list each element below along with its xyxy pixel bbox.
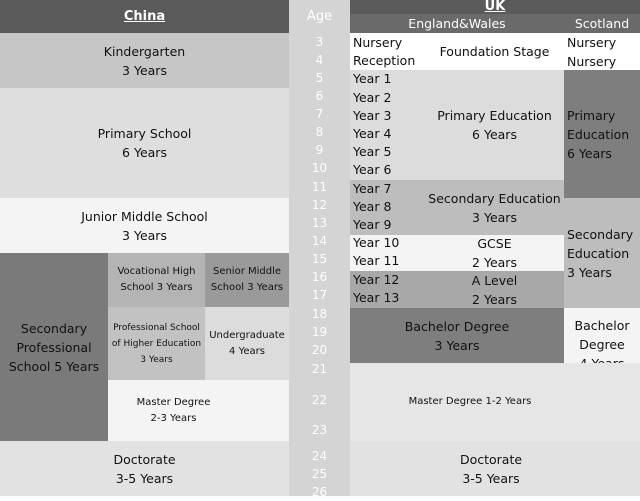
scotland-primary-education — [564, 70, 640, 198]
kindergarten-years: 3 Years — [122, 62, 167, 78]
vocational-high-line2: School 3 Years — [120, 282, 193, 293]
ew-primary-years: 6 Years — [472, 127, 517, 142]
scotland-secondary-line3: 3 Years — [567, 264, 612, 280]
scotland-secondary-education — [564, 198, 640, 308]
china-title: China — [123, 9, 166, 24]
uk-doctorate-years: 3-5 Years — [462, 470, 520, 486]
china-doctorate — [0, 441, 289, 496]
age-header — [289, 0, 350, 33]
age-label: 12 — [311, 198, 328, 212]
england-wales-header — [350, 14, 564, 33]
ew-year-label: Year 9 — [353, 217, 392, 232]
ew-gcse — [425, 235, 564, 271]
ew-year-label: Year 13 — [353, 289, 400, 305]
age-label: 17 — [311, 288, 328, 302]
uk-doctorate-name: Doctorate — [459, 451, 523, 467]
junior-middle-name: Junior Middle School — [81, 208, 208, 224]
age-title: Age — [306, 9, 333, 24]
china-doctorate-name: Doctorate — [113, 451, 176, 467]
kindergarten-name: Kindergarten — [103, 43, 186, 59]
professional-higher-line3: 3 Years — [140, 354, 173, 365]
age-label: 13 — [311, 216, 328, 230]
scotland-secondary-line2: Education — [567, 245, 630, 261]
ew-bachelor-degree — [350, 308, 564, 363]
foundation-stage-label: Foundation Stage — [439, 44, 550, 59]
uk-master-degree — [350, 363, 640, 441]
scotland-nursery — [564, 33, 640, 70]
gcse-name: GCSE — [477, 236, 512, 251]
age-label: 14 — [311, 234, 328, 248]
china-master-name: Master Degree — [136, 396, 211, 408]
scotland-primary-line2: Education — [567, 126, 630, 142]
age-label: 21 — [311, 362, 328, 376]
age-label: 11 — [311, 180, 328, 194]
ew-year-label: Year 10 — [353, 235, 400, 251]
secondary-professional-line3: School 5 Years — [8, 358, 100, 374]
ew-year-label: Reception — [353, 53, 416, 69]
age-label: 9 — [315, 143, 324, 157]
primary-school-years: 6 Years — [122, 145, 167, 160]
age-label: 19 — [311, 325, 328, 339]
china-junior-middle-school — [0, 198, 289, 253]
ew-year-label: Year 3 — [353, 107, 392, 123]
age-label: 3 — [315, 35, 324, 49]
uk-master-label: Master Degree 1-2 Years — [408, 396, 532, 407]
age-label: 22 — [311, 393, 328, 407]
scotland-primary-line3: 6 Years — [567, 145, 612, 161]
ew-year-label: Year 12 — [353, 271, 400, 287]
china-undergraduate — [205, 307, 289, 380]
age-label: 5 — [315, 71, 324, 85]
ew-bachelor-years: 3 Years — [434, 337, 480, 353]
uk-title: UK — [484, 0, 506, 14]
ew-secondary-name: Secondary Education — [428, 190, 561, 206]
china-kindergarten — [0, 33, 289, 88]
ew-secondary-education — [425, 180, 564, 235]
china-professional-school-higher-education — [108, 307, 205, 380]
secondary-professional-line2: Professional — [16, 339, 92, 355]
vocational-high-line1: Vocational High — [117, 266, 196, 277]
gcse-years: 2 Years — [472, 255, 517, 270]
age-label: 15 — [311, 252, 328, 266]
a-level-name: A Level — [471, 272, 518, 288]
age-label: 6 — [315, 89, 324, 103]
age-label: 18 — [311, 307, 328, 321]
ew-secondary-years: 3 Years — [472, 209, 517, 225]
ew-year-label: Year 6 — [353, 162, 392, 178]
professional-higher-line1: Professional School — [113, 322, 200, 333]
primary-school-name: Primary School — [97, 126, 192, 141]
scotland-nursery-2: Nursery — [567, 53, 617, 69]
scotland-bachelor-line2: Degree — [579, 337, 625, 352]
undergraduate-name: Undergraduate — [209, 329, 285, 341]
china-secondary-professional-school — [0, 253, 108, 441]
secondary-professional-line1: Secondary — [20, 320, 88, 336]
age-label: 10 — [311, 161, 328, 175]
undergraduate-years: 4 Years — [229, 345, 265, 357]
ew-year-label: Year 4 — [353, 126, 392, 141]
ew-year-label: Nursery — [353, 35, 403, 50]
china-primary-school — [0, 88, 289, 198]
ew-year-label: Year 8 — [353, 198, 392, 214]
uk-header — [350, 0, 640, 14]
scotland-title: Scotland — [574, 16, 630, 31]
a-level-years: 2 Years — [472, 291, 517, 307]
ew-year-label: Year 7 — [353, 180, 392, 196]
age-label: 16 — [311, 270, 328, 284]
age-label: 8 — [315, 125, 324, 139]
ew-primary-education — [425, 70, 564, 180]
age-label: 25 — [311, 467, 328, 481]
ew-primary-name: Primary Education — [437, 108, 552, 123]
age-label: 24 — [311, 449, 328, 463]
ew-year-label: Year 11 — [353, 253, 400, 269]
china-master-degree — [108, 380, 289, 441]
age-label: 20 — [311, 343, 328, 357]
professional-higher-line2: of Higher Education — [111, 338, 202, 349]
scotland-secondary-line1: Secondary — [567, 226, 634, 242]
ew-a-level — [425, 271, 564, 308]
china-doctorate-years: 3-5 Years — [115, 470, 174, 486]
age-label: 23 — [311, 423, 328, 437]
age-label: 26 — [311, 485, 328, 499]
england-wales-title: England&Wales — [408, 16, 506, 31]
china-senior-middle-school — [205, 253, 289, 307]
scotland-primary-line1: Primary — [567, 107, 616, 123]
junior-middle-years: 3 Years — [122, 227, 167, 243]
ew-year-label: Year 2 — [353, 89, 392, 105]
ew-bachelor-name: Bachelor Degree — [404, 318, 510, 334]
senior-middle-line1: Senior Middle — [212, 266, 282, 277]
ew-foundation-stage — [425, 33, 564, 70]
ew-year-label: Year 5 — [353, 144, 392, 160]
ew-year-label: Year 1 — [353, 71, 392, 87]
uk-doctorate — [350, 441, 640, 496]
china-master-years: 2-3 Years — [150, 412, 197, 424]
scotland-bachelor-line1: Bachelor — [574, 318, 630, 333]
scotland-header — [564, 14, 640, 33]
china-header — [0, 0, 289, 33]
age-label: 4 — [315, 53, 324, 67]
china-vocational-high-school — [108, 253, 205, 307]
senior-middle-line2: School 3 Years — [210, 282, 284, 293]
age-label: 7 — [315, 107, 324, 121]
scotland-nursery-1: Nursery — [567, 34, 617, 50]
